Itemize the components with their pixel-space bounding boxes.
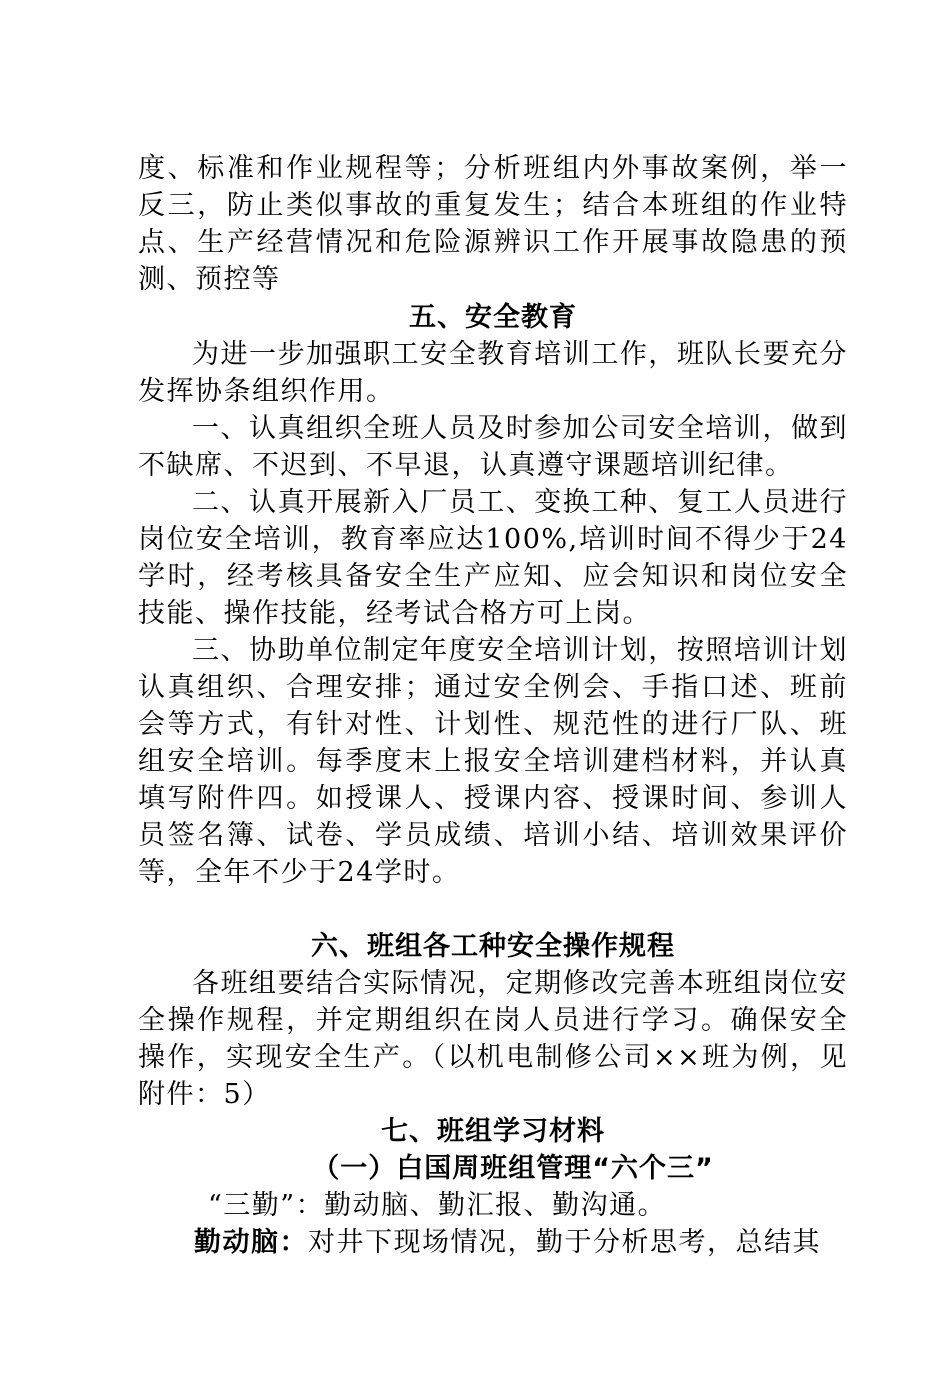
paragraph-diligent-thinking <box>138 1224 848 1261</box>
paragraph-item-3: 三、协助单位制定年度安全培训计划，按照培训计划认真组织、合理安排；通过安全例会、手指口述、班前会等方式，有针对性、计划性、规范性的进行厂队、班组安全培训。每季度末上报安全培训建档材料，并认真填写附件四。如授课人、授课内容、授课时间、参训人员签名簿、试卷、学员成绩、培训小结、培训效果评价等，全年不少于24学时。 <box>138 635 848 888</box>
document-page <box>138 150 848 1261</box>
subsection-heading: （一）白国周班组管理“六个三” <box>312 1153 714 1184</box>
bold-lead-term: 勤动脑： <box>194 1227 308 1258</box>
section-heading-study-materials: 七、班组学习材料 <box>381 1116 605 1147</box>
paragraph-intro: 为进一步加强职工安全教育培训工作，班队长要充分发挥协条组织作用。 <box>138 339 848 407</box>
paragraph-item-2: 二、认真开展新入厂员工、变换工种、复工人员进行岗位安全培训，教育率应达100%,培训时间不得少于24学时，经考核具备安全生产应知、应会知识和岗位安全技能、操作技能，经考试合格方可上岗。 <box>138 487 848 629</box>
paragraph-three-diligence: “三勤”：勤动脑、勤汇报、勤沟通。 <box>208 1190 667 1221</box>
paragraph-text: 对井下现场情况，勤于分析思考，总结其 <box>308 1227 821 1258</box>
section-heading-operating-rules: 六、班组各工种安全操作规程 <box>311 931 675 962</box>
paragraph-item-1: 一、认真组织全班人员及时参加公司安全培训，做到不缺席、不迟到、不早退，认真遵守课题培训纪律。 <box>138 413 848 481</box>
paragraph-operating-rules: 各班组要结合实际情况，定期修改完善本班组岗位安全操作规程，并定期组织在岗人员进行学习。确保安全操作，实现安全生产。（以机电制修公司××班为例，见附件：5） <box>138 968 848 1110</box>
paragraph-continued: 度、标准和作业规程等；分析班组内外事故案例，举一反三，防止类似事故的重复发生；结合本班组的作业特点、生产经营情况和危险源辨识工作开展事故隐患的预测、预控等 <box>138 153 848 295</box>
section-heading-safety-education: 五、安全教育 <box>409 302 577 333</box>
